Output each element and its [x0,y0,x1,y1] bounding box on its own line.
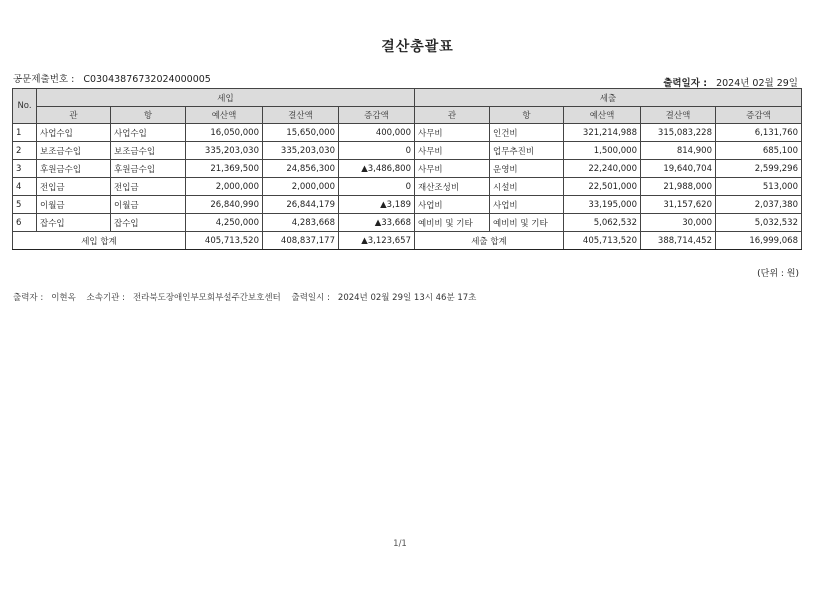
print-time: 2024년 02월 29일 13시 46분 17초 [337,293,477,303]
doc-number-value: C03043876732024000005 [83,74,211,85]
income-gwan: 보조금수입 [37,142,111,160]
income-settled: 2,000,000 [263,178,339,196]
income-budget: 2,000,000 [186,178,263,196]
income-hang: 이월금 [111,196,186,214]
income-total-budget: 405,713,520 [186,232,263,250]
income-diff: ▲3,189 [339,196,415,214]
expense-hang: 시설비 [490,178,564,196]
expense-header: 세출 [415,89,802,107]
row-no: 6 [13,214,37,232]
income-gwan: 잡수입 [37,214,111,232]
expense-diff: 5,032,532 [716,214,802,232]
row-no: 1 [13,124,37,142]
page-number: 1/1 [393,539,407,549]
income-total-label: 세입 합계 [13,232,186,250]
org-label: 소속기관 : [86,293,125,303]
income-gwan: 사업수입 [37,124,111,142]
expense-hang: 사업비 [490,196,564,214]
col-header: 결산액 [263,107,339,124]
expense-settled: 21,988,000 [641,178,716,196]
expense-hang: 운영비 [490,160,564,178]
unit-note: (단위 : 원) [757,269,799,279]
income-hang: 사업수입 [111,124,186,142]
output-date [663,75,798,89]
col-header: 예산액 [186,107,263,124]
income-diff: 400,000 [339,124,415,142]
printer-name: 이현옥 [51,293,76,303]
income-gwan: 이월금 [37,196,111,214]
income-hang: 잡수입 [111,214,186,232]
settlement-table [12,88,802,250]
expense-diff: 2,599,296 [716,160,802,178]
table-row [13,178,802,196]
income-total-settled: 408,837,177 [263,232,339,250]
income-total-diff: ▲3,123,657 [339,232,415,250]
income-settled: 24,856,300 [263,160,339,178]
col-header: 항 [111,107,186,124]
table-row [13,124,802,142]
expense-total-settled: 388,714,452 [641,232,716,250]
expense-settled: 30,000 [641,214,716,232]
output-date-label: 출력일자 : [663,78,708,89]
page-title: 결산총괄표 [381,39,454,55]
income-diff: 0 [339,142,415,160]
expense-hang: 업무추진비 [490,142,564,160]
income-diff: ▲3,486,800 [339,160,415,178]
income-budget: 21,369,500 [186,160,263,178]
income-settled: 26,844,179 [263,196,339,214]
col-header: 결산액 [641,107,716,124]
expense-total-budget: 405,713,520 [564,232,641,250]
header-row-sub [13,107,802,124]
row-no: 2 [13,142,37,160]
expense-diff: 6,131,760 [716,124,802,142]
income-budget: 16,050,000 [186,124,263,142]
col-header: 증감액 [339,107,415,124]
income-budget: 335,203,030 [186,142,263,160]
col-header: 예산액 [564,107,641,124]
expense-diff: 2,037,380 [716,196,802,214]
income-settled: 4,283,668 [263,214,339,232]
expense-settled: 31,157,620 [641,196,716,214]
expense-budget: 5,062,532 [564,214,641,232]
col-header: 항 [490,107,564,124]
output-date-value: 2024년 02월 29일 [716,78,798,89]
expense-diff: 513,000 [716,178,802,196]
print-footer [13,291,484,303]
row-no: 5 [13,196,37,214]
total-row [13,232,802,250]
expense-budget: 33,195,000 [564,196,641,214]
expense-budget: 22,501,000 [564,178,641,196]
expense-total-label: 세출 합계 [415,232,564,250]
expense-settled: 19,640,704 [641,160,716,178]
income-settled: 335,203,030 [263,142,339,160]
expense-total-diff: 16,999,068 [716,232,802,250]
income-hang: 보조금수입 [111,142,186,160]
income-gwan: 후원금수입 [37,160,111,178]
income-diff: ▲33,668 [339,214,415,232]
expense-gwan: 사무비 [415,160,490,178]
expense-gwan: 사무비 [415,124,490,142]
print-time-label: 출력일시 : [291,293,330,303]
org-name: 전라북도장애인부모회부설주간보호센터 [132,293,281,303]
expense-budget: 1,500,000 [564,142,641,160]
expense-budget: 321,214,988 [564,124,641,142]
income-hang: 전입금 [111,178,186,196]
table-row [13,160,802,178]
income-budget: 4,250,000 [186,214,263,232]
row-no: 4 [13,178,37,196]
expense-gwan: 사업비 [415,196,490,214]
income-hang: 후원금수입 [111,160,186,178]
row-no: 3 [13,160,37,178]
table-row [13,196,802,214]
income-diff: 0 [339,178,415,196]
income-settled: 15,650,000 [263,124,339,142]
doc-number [13,71,211,85]
header-row-group [13,89,802,107]
expense-hang: 예비비 및 기타 [490,214,564,232]
expense-gwan: 예비비 및 기타 [415,214,490,232]
doc-number-label: 공문제출번호 : [13,74,75,85]
expense-budget: 22,240,000 [564,160,641,178]
col-header: 관 [37,107,111,124]
expense-gwan: 사무비 [415,142,490,160]
expense-settled: 315,083,228 [641,124,716,142]
table-row [13,142,802,160]
expense-hang: 인건비 [490,124,564,142]
no-header: No. [13,89,37,124]
expense-settled: 814,900 [641,142,716,160]
col-header: 증감액 [716,107,802,124]
expense-diff: 685,100 [716,142,802,160]
printer-label: 출력자 : [13,293,44,303]
table-row [13,214,802,232]
income-budget: 26,840,990 [186,196,263,214]
income-header: 세입 [37,89,415,107]
income-gwan: 전입금 [37,178,111,196]
expense-gwan: 재산조성비 [415,178,490,196]
col-header: 관 [415,107,490,124]
